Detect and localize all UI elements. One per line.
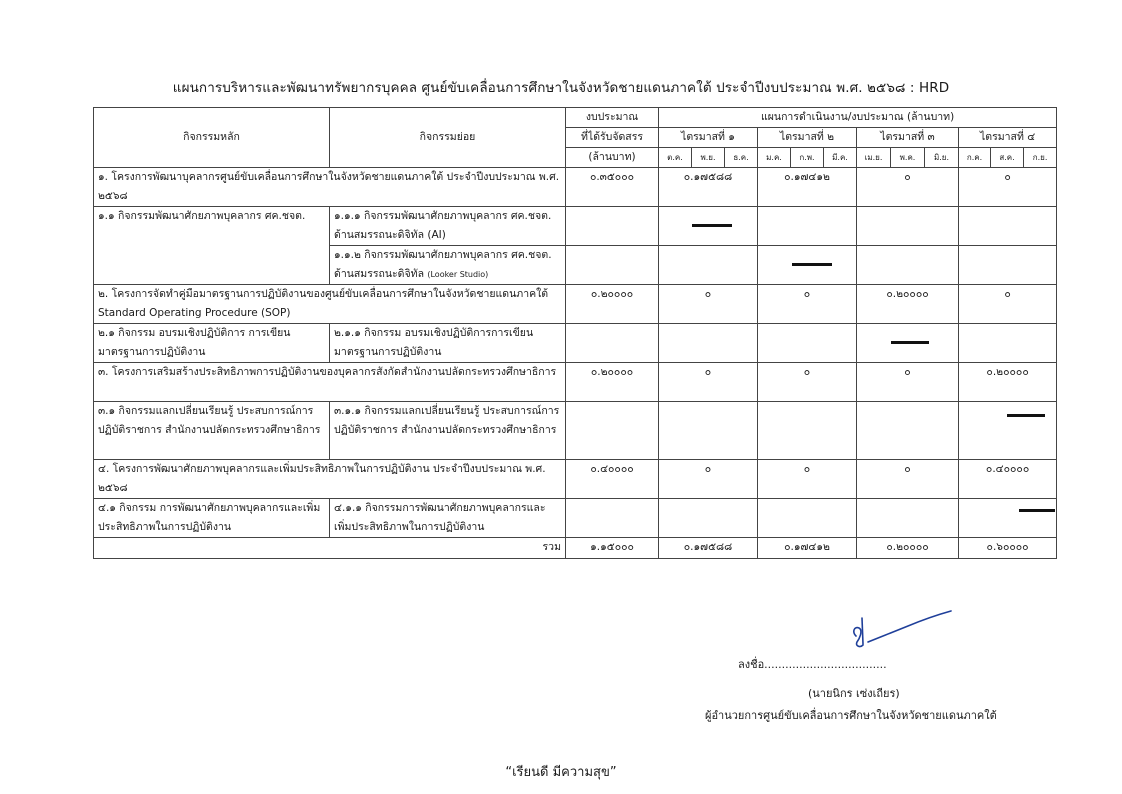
header-budget-line1: งบประมาณ [566, 108, 659, 128]
q1-cell [659, 324, 758, 363]
header-budget-line2: ที่ได้รับจัดสรร [566, 128, 659, 148]
q3-cell [857, 402, 959, 460]
project-2-q4: ๐ [959, 285, 1057, 324]
q2-cell [758, 207, 857, 246]
activity-4-1-main: ๔.๑ กิจกรรม การพัฒนาศักยภาพบุคลากรและเพิ่มประสิทธิภาพในการปฏิบัติงาน [94, 499, 330, 538]
total-q4: ๐.๖๐๐๐๐ [959, 538, 1057, 559]
signer-name: (นายนิกร เซ่งเถียร) [808, 687, 900, 700]
q1-cell [659, 246, 758, 285]
activity-1-1-2-en: (Looker Studio) [427, 270, 489, 279]
project-1-q4: ๐ [959, 168, 1057, 207]
header-month: มิ.ย. [925, 148, 959, 168]
budget-empty-cell [566, 402, 659, 460]
header-month: พ.ค. [891, 148, 925, 168]
project-row-1 [94, 168, 1057, 207]
timeline-bar [891, 341, 929, 344]
timeline-bar [792, 263, 832, 266]
q4-cell [959, 324, 1057, 363]
activity-4-1-1-sub: ๔.๑.๑ กิจกรรมการพัฒนาศักยภาพบุคลากรและเพิ่มประสิทธิภาพในการปฏิบัติงาน [330, 499, 566, 538]
activity-row-2-1 [94, 324, 1057, 363]
header-month: เม.ย. [857, 148, 891, 168]
header-month: ส.ค. [991, 148, 1024, 168]
header-row-1 [94, 108, 1057, 128]
q3-cell [857, 207, 959, 246]
project-3-q1: ๐ [659, 363, 758, 402]
q4-cell [959, 207, 1057, 246]
project-1-q1: ๐.๑๗๕๘๘ [659, 168, 758, 207]
header-quarter-2: ไตรมาสที่ ๒ [758, 128, 857, 148]
q4-cell [959, 499, 1057, 538]
header-month: มี.ค. [824, 148, 857, 168]
total-q2: ๐.๑๗๔๑๒ [758, 538, 857, 559]
project-3-q2: ๐ [758, 363, 857, 402]
q4-cell [959, 402, 1057, 460]
q4-cell [959, 246, 1057, 285]
document-title: แผนการบริหารและพัฒนาทรัพยากรบุคคล ศูนย์ขับเคลื่อนการศึกษาในจังหวัดชายแดนภาคใต้ ประจำปีงบประมาณ พ.ศ. ๒๕๖๘ : HRD [172, 80, 950, 96]
budget-empty-cell [566, 246, 659, 285]
activity-1-1-1-sub: ๑.๑.๑ กิจกรรมพัฒนาศักยภาพบุคลากร ศค.ชจต. ด้านสมรรถนะดิจิทัล (AI) [330, 207, 566, 246]
budget-empty-cell [566, 207, 659, 246]
header-budget-line3: (ล้านบาท) [566, 148, 659, 168]
activity-1-1-main: ๑.๑ กิจกรรมพัฒนาศักยภาพบุคลากร ศค.ชจต. [94, 207, 330, 285]
budget-empty-cell [566, 499, 659, 538]
activity-2-1-main: ๒.๑ กิจกรรม อบรมเชิงปฏิบัติการ การเขียนมาตรฐานการปฏิบัติงาน [94, 324, 330, 363]
q2-cell [758, 499, 857, 538]
header-plan: แผนการดำเนินงาน/งบประมาณ (ล้านบาท) [659, 108, 1057, 128]
header-month: ธ.ค. [725, 148, 758, 168]
project-4-q2: ๐ [758, 460, 857, 499]
activity-3-1-1-sub: ๓.๑.๑ กิจกรรมแลกเปลี่ยนเรียนรู้ ประสบการณ์การปฏิบัติราชการ สำนักงานปลัดกระทรวงศึกษาธิการ [330, 402, 566, 460]
project-4-q4: ๐.๔๐๐๐๐ [959, 460, 1057, 499]
project-1-title: ๑. โครงการพัฒนาบุคลากรศูนย์ขับเคลื่อนการศึกษาในจังหวัดชายแดนภาคใต้ ประจำปีงบประมาณ พ.ศ. ๒๕๖๘ [94, 168, 566, 207]
q3-cell [857, 499, 959, 538]
project-4-q1: ๐ [659, 460, 758, 499]
handwritten-signature [848, 608, 958, 656]
total-q1: ๐.๑๗๕๘๘ [659, 538, 758, 559]
activity-row-1-1-1 [94, 207, 1057, 246]
hrd-plan-table [93, 107, 1057, 559]
q2-cell [758, 324, 857, 363]
header-month: ก.ค. [959, 148, 991, 168]
project-1-budget: ๐.๓๕๐๐๐ [566, 168, 659, 207]
header-quarter-1: ไตรมาสที่ ๑ [659, 128, 758, 148]
q1-cell [659, 499, 758, 538]
header-main-activity: กิจกรรมหลัก [94, 108, 330, 168]
activity-1-1-2-sub [330, 246, 566, 285]
project-2-q3: ๐.๒๐๐๐๐ [857, 285, 959, 324]
activity-row-4-1 [94, 499, 1057, 538]
header-month: ก.ย. [1024, 148, 1057, 168]
q1-cell [659, 207, 758, 246]
total-budget: ๑.๑๕๐๐๐ [566, 538, 659, 559]
project-4-q3: ๐ [857, 460, 959, 499]
project-4-budget: ๐.๔๐๐๐๐ [566, 460, 659, 499]
project-3-q3: ๐ [857, 363, 959, 402]
budget-empty-cell [566, 324, 659, 363]
project-2-budget: ๐.๒๐๐๐๐ [566, 285, 659, 324]
timeline-bar [1019, 509, 1055, 512]
project-2-title: ๒. โครงการจัดทำคู่มือมาตรฐานการปฏิบัติงานของศูนย์ขับเคลื่อนการศึกษาในจังหวัดชายแดนภาคใต้ Standard Operating Procedure (SOP) [94, 285, 566, 324]
project-row-3 [94, 363, 1057, 402]
activity-3-1-main: ๓.๑ กิจกรรมแลกเปลี่ยนเรียนรู้ ประสบการณ์การปฏิบัติราชการ สำนักงานปลัดกระทรวงศึกษาธิการ [94, 402, 330, 460]
header-month: พ.ย. [692, 148, 725, 168]
header-quarter-3: ไตรมาสที่ ๓ [857, 128, 959, 148]
activity-2-1-1-sub: ๒.๑.๑ กิจกรรม อบรมเชิงปฏิบัติการการเขียนมาตรฐานการปฏิบัติงาน [330, 324, 566, 363]
project-row-4 [94, 460, 1057, 499]
q2-cell [758, 246, 857, 285]
timeline-bar [1007, 414, 1045, 417]
project-3-budget: ๐.๒๐๐๐๐ [566, 363, 659, 402]
project-row-2 [94, 285, 1057, 324]
project-3-q4: ๐.๒๐๐๐๐ [959, 363, 1057, 402]
header-month: ม.ค. [758, 148, 791, 168]
project-1-q2: ๐.๑๗๔๑๒ [758, 168, 857, 207]
activity-row-3-1 [94, 402, 1057, 460]
header-quarter-4: ไตรมาสที่ ๔ [959, 128, 1057, 148]
header-month: ก.พ. [791, 148, 824, 168]
project-3-title: ๓. โครงการเสริมสร้างประสิทธิภาพการปฏิบัติงานของบุคลากรสังกัดสำนักงานปลัดกระทรวงศึกษาธิการ [94, 363, 566, 402]
project-2-q1: ๐ [659, 285, 758, 324]
signer-position: ผู้อำนวยการศูนย์ขับเคลื่อนการศึกษาในจังหวัดชายแดนภาคใต้ [705, 709, 997, 722]
total-label: รวม [94, 538, 566, 559]
project-2-q2: ๐ [758, 285, 857, 324]
timeline-bar [692, 224, 732, 227]
total-q3: ๐.๒๐๐๐๐ [857, 538, 959, 559]
q1-cell [659, 402, 758, 460]
q3-cell [857, 246, 959, 285]
motto: “เรียนดี มีความสุข” [505, 765, 617, 780]
signature-line: ลงชื่อ................................... [738, 658, 887, 671]
header-month: ต.ค. [659, 148, 692, 168]
project-1-q3: ๐ [857, 168, 959, 207]
header-sub-activity: กิจกรรมย่อย [330, 108, 566, 168]
total-row [94, 538, 1057, 559]
project-4-title: ๔. โครงการพัฒนาศักยภาพบุคลากรและเพิ่มประสิทธิภาพในการปฏิบัติงาน ประจำปีงบประมาณ พ.ศ. ๒๕๖๘ [94, 460, 566, 499]
q2-cell [758, 402, 857, 460]
q3-cell [857, 324, 959, 363]
activity-1-1-2-text: ๑.๑.๒ กิจกรรมพัฒนาศักยภาพบุคลากร ศค.ชจต. ด้านสมรรถนะดิจิทัล [334, 249, 552, 280]
